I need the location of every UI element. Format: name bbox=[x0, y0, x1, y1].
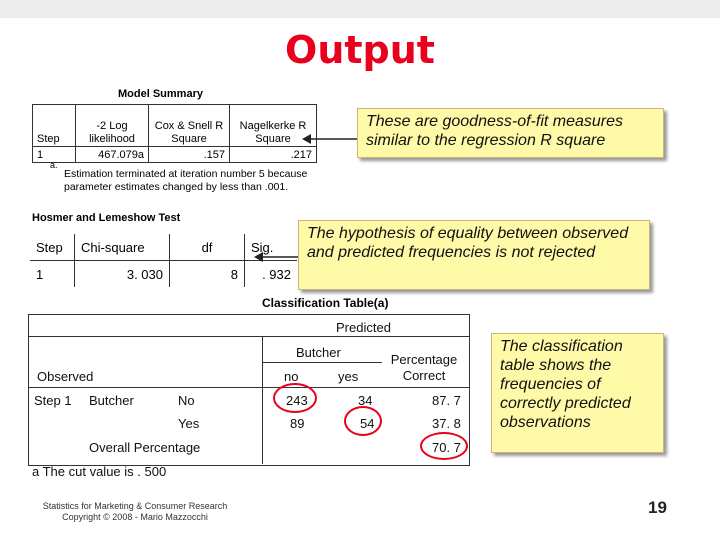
ct-cell-no-no: 243 bbox=[286, 393, 308, 408]
hl-header-sig: Sig. bbox=[245, 234, 298, 261]
hl-header-step: Step bbox=[30, 234, 75, 261]
hosmer-title: Hosmer and Lemeshow Test bbox=[32, 212, 181, 224]
hl-cell-step: 1 bbox=[30, 261, 75, 288]
ct-col-no: no bbox=[284, 369, 299, 384]
ct-butcher-head: Butcher bbox=[296, 345, 341, 360]
slide-title: Output bbox=[285, 28, 435, 72]
hl-header-chisq: Chi-square bbox=[75, 234, 170, 261]
ms-header-step: Step bbox=[33, 105, 76, 147]
ms-header-nagelkerke: Nagelkerke R Square bbox=[230, 105, 317, 147]
ms-cell-loglik: 467.079a bbox=[76, 147, 149, 163]
hl-cell-chisq: 3. 030 bbox=[75, 261, 170, 288]
model-summary-title: Model Summary bbox=[118, 88, 203, 100]
ct-cell-yes-no: 89 bbox=[290, 416, 305, 431]
ct-cell-yes-pct: 37. 8 bbox=[432, 416, 461, 431]
ct-rule-butcher bbox=[262, 362, 382, 363]
top-band bbox=[0, 0, 720, 18]
ct-overall-value: 70. 7 bbox=[432, 440, 461, 455]
hl-cell-sig: . 932 bbox=[262, 266, 291, 282]
ms-footnote: Estimation terminated at iteration number 5 because parameter estimates changed by less than .001. bbox=[64, 168, 308, 193]
ct-rule-vertical bbox=[262, 337, 263, 464]
ct-butcher: Butcher bbox=[89, 393, 134, 408]
ct-predicted: Predicted bbox=[336, 320, 391, 335]
footer-line-1: Statistics for Marketing & Consumer Research bbox=[42, 501, 228, 511]
ct-cell-no-pct: 87. 7 bbox=[432, 393, 461, 408]
hl-cell-df: 8 bbox=[170, 261, 245, 288]
ct-observed: Observed bbox=[37, 369, 94, 384]
ms-cell-step: 1 bbox=[33, 147, 76, 163]
ct-cell-yes-yes: 54 bbox=[360, 416, 375, 431]
hl-header-df: df bbox=[170, 234, 245, 261]
ct-step: Step 1 bbox=[34, 393, 72, 408]
callout-goodness-of-fit: These are goodness-of-fit measures similar to the regression R square bbox=[357, 108, 664, 158]
ct-row-yes-label: Yes bbox=[178, 416, 200, 431]
ms-header-coxsnell: Cox & Snell R Square bbox=[149, 105, 230, 147]
ms-footnote-marker: a. bbox=[50, 160, 58, 170]
ms-header-loglik: -2 Log likelihood bbox=[76, 105, 149, 147]
ct-cell-no-yes: 34 bbox=[358, 393, 373, 408]
ct-rule-top bbox=[28, 336, 469, 337]
ct-col-yes: yes bbox=[338, 369, 359, 384]
ms-cell-coxsnell: .157 bbox=[149, 147, 230, 163]
callout-classification: The classification table shows the frequencies of correctly predicted observations bbox=[491, 333, 664, 453]
ms-cell-nagelkerke: .217 bbox=[230, 147, 317, 163]
arrow-to-callout-2 bbox=[252, 248, 300, 266]
highlight-ring-54 bbox=[344, 406, 382, 436]
footer-line-2: Copyright © 2008 - Mario Mazzocchi bbox=[62, 512, 208, 522]
ct-cut-note: a The cut value is . 500 bbox=[32, 464, 167, 479]
callout-hypothesis: The hypothesis of equality between observed and predicted frequencies is not rejected bbox=[298, 220, 650, 290]
ct-col-pct: Percentage Correct bbox=[390, 352, 458, 383]
classification-title: Classification Table(a) bbox=[262, 296, 389, 310]
page-number: 19 bbox=[648, 498, 667, 517]
footer bbox=[30, 501, 240, 523]
highlight-ring-70-7 bbox=[420, 432, 468, 460]
ct-rule-header bbox=[28, 387, 469, 388]
highlight-ring-243 bbox=[273, 383, 317, 413]
ct-overall-label: Overall Percentage bbox=[89, 440, 201, 455]
ct-row-no-label: No bbox=[178, 393, 195, 408]
arrow-to-callout-1 bbox=[300, 128, 362, 148]
model-summary-table bbox=[32, 104, 317, 163]
